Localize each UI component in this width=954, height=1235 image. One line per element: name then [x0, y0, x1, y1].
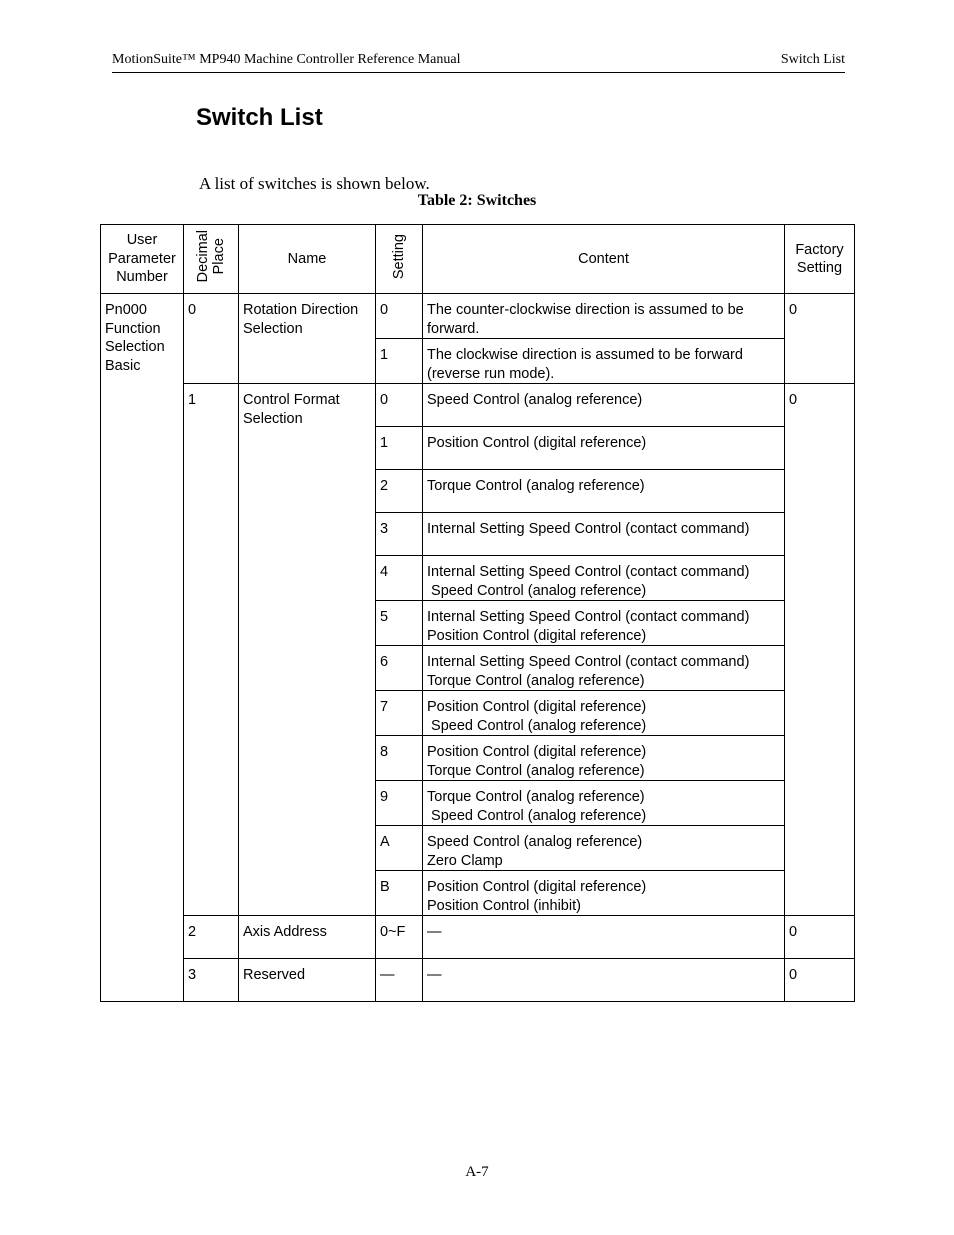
name-cell: Reserved — [239, 959, 376, 1002]
setting-cell: 0~F — [376, 916, 423, 959]
setting-cell: 0 — [376, 294, 423, 339]
content-cell — [423, 826, 785, 871]
table-row — [101, 384, 855, 427]
decimal-place-cell: 1 — [184, 384, 239, 916]
content-line1: Internal Setting Speed Control (contact command) — [427, 654, 750, 670]
decimal-place-cell: 2 — [184, 916, 239, 959]
content-cell: — — [423, 959, 785, 1002]
content-line2: Zero Clamp — [427, 852, 503, 869]
content-cell: Torque Control (analog reference) — [423, 470, 785, 513]
header-content: Content — [423, 225, 785, 294]
content-line2: Speed Control (analog reference) — [427, 717, 647, 734]
header-setting-label: Setting — [391, 233, 407, 279]
content-cell — [423, 601, 785, 646]
setting-cell: 0 — [376, 384, 423, 427]
setting-cell: B — [376, 871, 423, 916]
name-cell — [239, 384, 376, 916]
name-line2: Selection — [243, 320, 303, 337]
param-line4: Basic — [105, 357, 141, 374]
table-caption: Table 2: Switches — [417, 192, 537, 209]
content-line1: Position Control (digital reference) — [427, 879, 647, 895]
setting-cell: 7 — [376, 691, 423, 736]
setting-cell: 4 — [376, 556, 423, 601]
content-line1: The clockwise direction is assumed to be forward — [427, 347, 743, 363]
intro-text: A list of switches is shown below. — [199, 174, 430, 193]
content-cell — [423, 781, 785, 826]
content-cell — [423, 691, 785, 736]
param-line3: Selection — [105, 339, 165, 355]
factory-setting-cell: 0 — [785, 294, 855, 384]
content-line1: Position Control (digital reference) — [427, 699, 647, 715]
content-line2: Position Control (digital reference) — [427, 627, 647, 644]
content-line1: Internal Setting Speed Control (contact command) — [427, 609, 750, 625]
content-cell — [423, 646, 785, 691]
setting-cell: 3 — [376, 513, 423, 556]
factory-setting-cell: 0 — [785, 959, 855, 1002]
table-header-row — [101, 225, 855, 294]
param-line1: Pn000 — [105, 302, 147, 318]
setting-cell: 2 — [376, 470, 423, 513]
param-line2: Function — [105, 320, 161, 337]
content-line2: Torque Control (analog reference) — [427, 762, 645, 779]
factory-setting-cell: 0 — [785, 916, 855, 959]
page-number: A-7 — [465, 1164, 489, 1180]
content-cell — [423, 736, 785, 781]
content-line2: Position Control (inhibit) — [427, 897, 581, 914]
header-factory-setting: Factory Setting — [785, 225, 855, 294]
name-cell — [239, 294, 376, 384]
decimal-place-cell: 0 — [184, 294, 239, 384]
content-line1: Position Control (digital reference) — [427, 744, 647, 760]
content-line2: Torque Control (analog reference) — [427, 672, 645, 689]
content-line1: The counter-clockwise direction is assumed to be — [427, 302, 744, 318]
running-header — [112, 52, 845, 73]
content-cell — [423, 871, 785, 916]
header-name: Name — [239, 225, 376, 294]
setting-cell: A — [376, 826, 423, 871]
manual-title: MotionSuite™ MP940 Machine Controller Reference Manual — [112, 52, 461, 67]
content-line2: Speed Control (analog reference) — [427, 582, 647, 599]
content-line2: forward. — [427, 320, 480, 337]
setting-cell: 5 — [376, 601, 423, 646]
page-title: Switch List — [196, 104, 323, 131]
switches-table — [100, 224, 855, 1002]
setting-cell: — — [376, 959, 423, 1002]
setting-cell: 9 — [376, 781, 423, 826]
name-line1: Control Format — [243, 392, 340, 408]
factory-setting-cell: 0 — [785, 384, 855, 916]
content-cell: Speed Control (analog reference) — [423, 384, 785, 427]
setting-cell: 6 — [376, 646, 423, 691]
header-decimal-line1: Decimal — [195, 230, 211, 283]
table-row — [101, 916, 855, 959]
content-cell: Position Control (digital reference) — [423, 427, 785, 470]
table-row — [101, 294, 855, 339]
content-cell: — — [423, 916, 785, 959]
setting-cell: 1 — [376, 339, 423, 384]
name-line2: Selection — [243, 410, 303, 427]
table-row — [101, 959, 855, 1002]
setting-cell: 8 — [376, 736, 423, 781]
header-user-parameter-number: User Parameter Number — [101, 225, 184, 294]
content-cell: Internal Setting Speed Control (contact command) — [423, 513, 785, 556]
content-line1: Torque Control (analog reference) — [427, 789, 645, 805]
section-name: Switch List — [780, 52, 845, 67]
setting-cell: 1 — [376, 427, 423, 470]
content-line1: Speed Control (analog reference) — [427, 834, 643, 850]
header-decimal-place — [184, 225, 239, 294]
content-cell — [423, 294, 785, 339]
header-setting — [376, 225, 423, 294]
parameter-number-cell — [101, 294, 184, 1002]
content-cell — [423, 339, 785, 384]
content-line2: Speed Control (analog reference) — [427, 807, 647, 824]
content-line1: Internal Setting Speed Control (contact command) — [427, 564, 750, 580]
content-cell — [423, 556, 785, 601]
name-line1: Rotation Direction — [243, 302, 359, 318]
content-line2: (reverse run mode). — [427, 365, 555, 382]
decimal-place-cell: 3 — [184, 959, 239, 1002]
name-cell: Axis Address — [239, 916, 376, 959]
header-decimal-line2: Place — [211, 238, 227, 275]
